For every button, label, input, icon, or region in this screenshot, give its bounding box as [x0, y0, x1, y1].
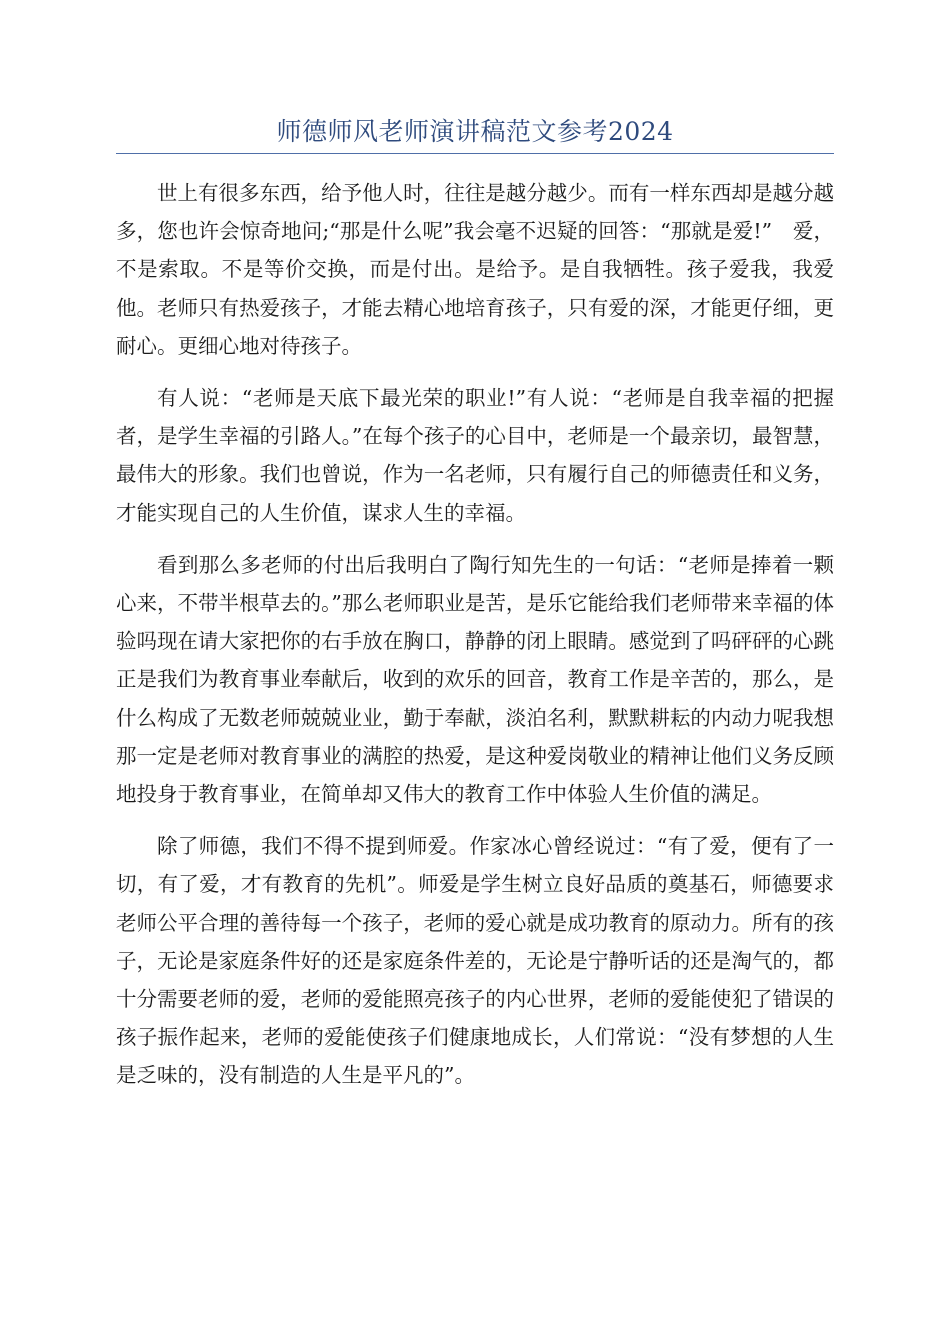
- paragraph-2: 有人说：“老师是天底下最光荣的职业!”有人说：“老师是自我幸福的把握者，是学生幸福的引路人。”在每个孩子的心目中，老师是一个最亲切，最智慧，最伟大的形象。我们也曾说，作为一名老师，只有履行自己的师德责任和义务，才能实现自己的人生价值，谋求人生的幸福。: [116, 386, 834, 525]
- paragraph-1: 世上有很多东西，给予他人时，往往是越分越少。而有一样东西却是越分越多，您也许会惊奇地问;“那是什么呢”我会毫不迟疑的回答：“那就是爱!” 爱，不是索取。不是等价交换，而是付出。是给予。是自我牺牲。孩子爱我，我爱他。老师只有热爱孩子，才能去精心地培育孩子，只有爱的深，才能更仔细，更耐心。更细心地对待孩子。: [116, 181, 834, 358]
- paragraph-3: 看到那么多老师的付出后我明白了陶行知先生的一句话：“老师是捧着一颗心来，不带半根草去的。”那么老师职业是苦，是乐它能给我们老师带来幸福的体验吗现在请大家把你的右手放在胸口，静静的闭上眼睛。感觉到了吗砰砰的心跳正是我们为教育事业奉献后，收到的欢乐的回音，教育工作是辛苦的，那么，是什么构成了无数老师兢兢业业，勤于奉献，淡泊名利，默默耕耘的内动力呢我想那一定是老师对教育事业的满腔的热爱，是这种爱岗敬业的精神让他们义务反顾地投身于教育事业，在简单却又伟大的教育工作中体验人生价值的满足。: [116, 552, 834, 807]
- document-body: [116, 174, 834, 1109]
- document-title: 师德师风老师演讲稿范文参考2024: [276, 117, 674, 146]
- paragraph-4: 除了师德，我们不得不提到师爱。作家冰心曾经说过：“有了爱，便有了一切，有了爱，才有教育的先机”。师爱是学生树立良好品质的奠基石，师德要求老师公平合理的善待每一个孩子，老师的爱心就是成功教育的原动力。所有的孩子，无论是家庭条件好的还是家庭条件差的，无论是宁静听话的还是淘气的，都十分需要老师的爱，老师的爱能照亮孩子的内心世界，老师的爱能使犯了错误的孩子振作起来，老师的爱能使孩子们健康地成长，人们常说：“没有梦想的人生是乏味的，没有制造的人生是平凡的”。: [116, 834, 834, 1088]
- title-underline: [116, 153, 834, 154]
